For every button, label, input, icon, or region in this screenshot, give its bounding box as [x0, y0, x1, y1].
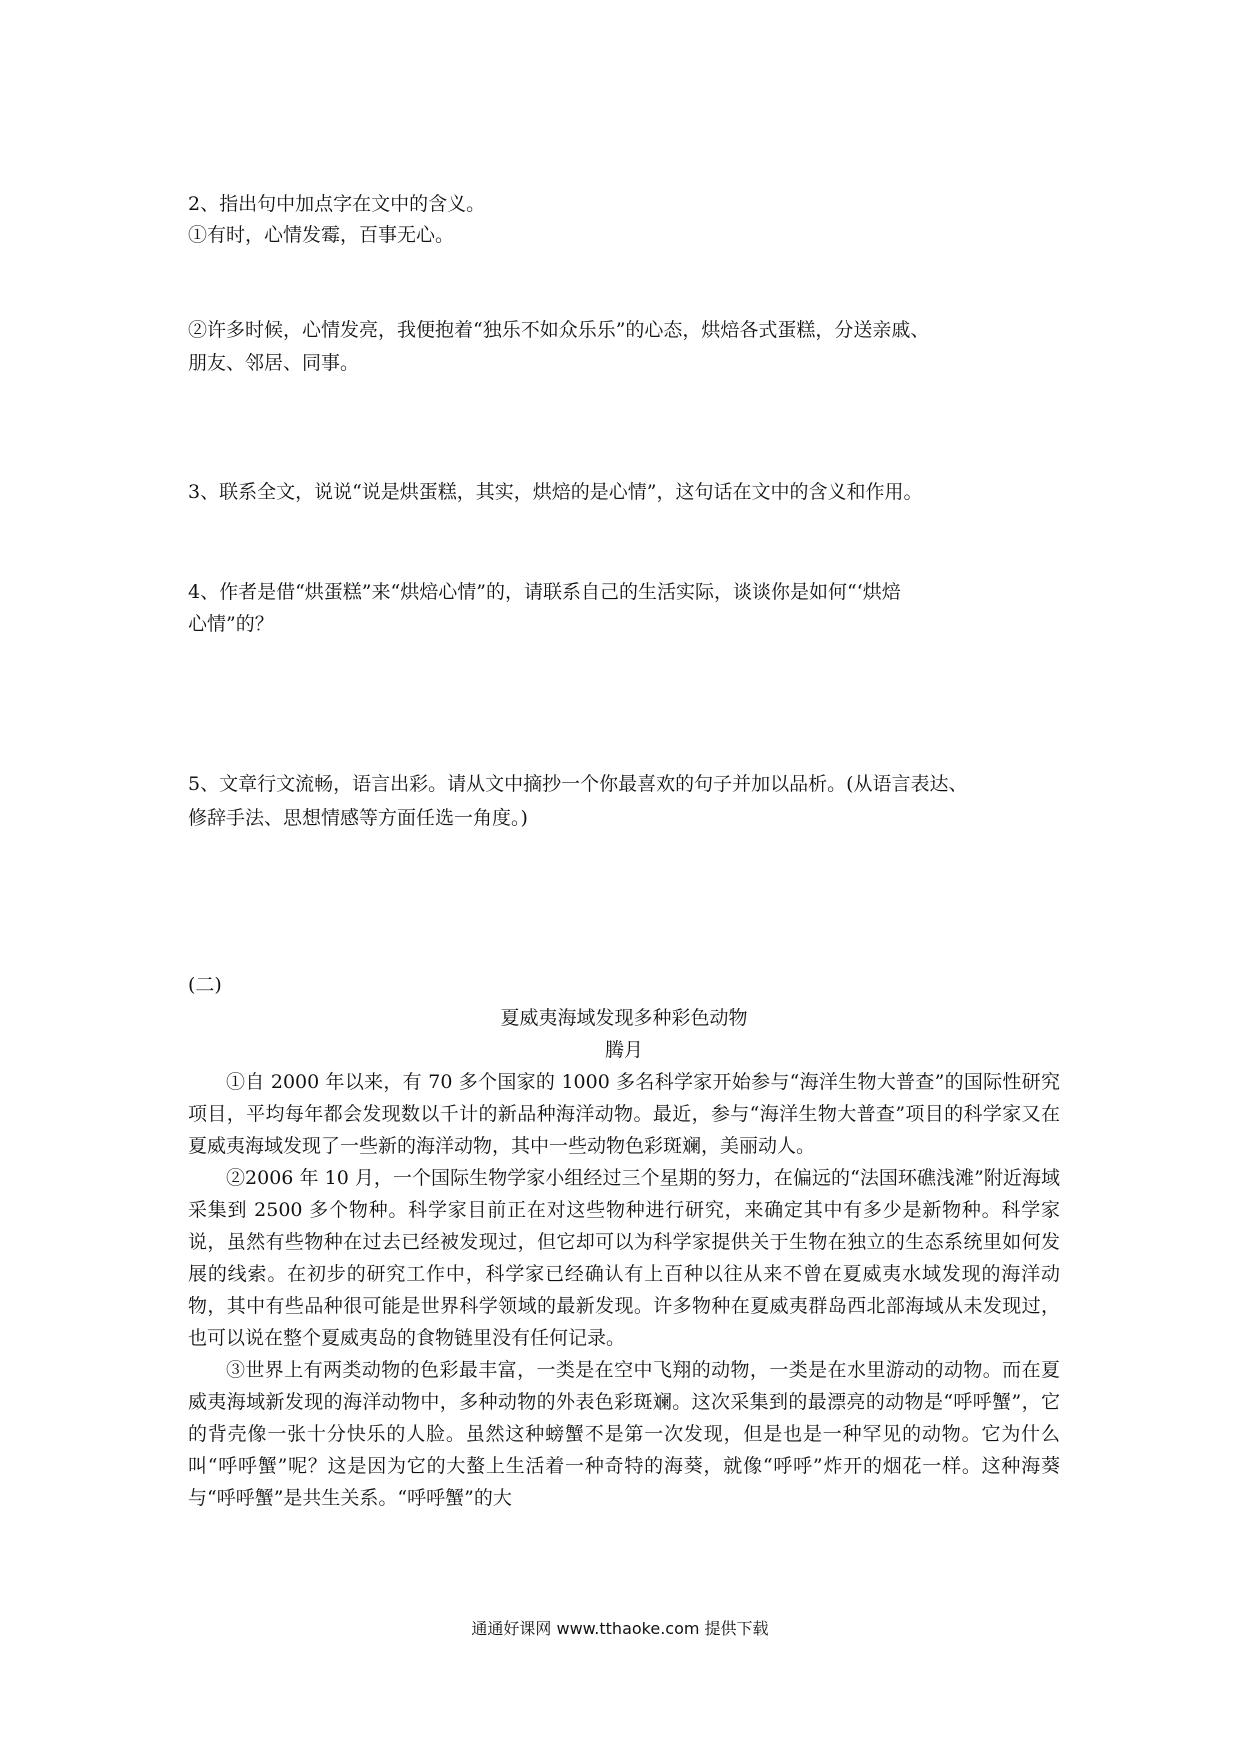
- question-2-item-2-line-2: 朋友、邻居、同事。: [188, 352, 360, 374]
- question-5-line-1: 5、文章行文流畅，语言出彩。请从文中摘抄一个你最喜欢的句子并加以品析。(从语言表达、: [188, 773, 968, 795]
- question-4-line-2: 心情”的？: [188, 613, 274, 635]
- question-2-item-1: ①有时，心情发霉，百事无心。: [188, 224, 455, 246]
- page-footer: 通通好课网 www.tthaoke.com 提供下载: [471, 1619, 769, 1638]
- section-label: (二): [188, 974, 222, 996]
- question-2-item-2-line-1: ②许多时候，心情发亮，我便抱着“独乐不如众乐乐”的心态，烘焙各式蛋糕，分送亲戚、: [188, 319, 930, 341]
- article-body: [188, 1066, 1060, 1514]
- question-4-line-1: 4、作者是借“烘蛋糕”来“烘焙心情”的，请联系自己的生活实际，谈谈你是如何“‘烘焙: [188, 581, 901, 603]
- article-paragraph-3: ③世界上有两类动物的色彩最丰富，一类是在空中飞翔的动物，一类是在水里游动的动物。而在夏威夷海域新发现的海洋动物中，多种动物的外表色彩斑斓。这次采集到的最漂亮的动物是“呼呼蟹”，它的背壳像一张十分快乐的人脸。虽然这种螃蟹不是第一次发现，但是也是一种罕见的动物。它为什么叫“呼呼蟹”呢？这是因为它的大螯上生活着一种奇特的海葵，就像“呼呼”炸开的烟花一样。这种海葵与“呼呼蟹”是共生关系。“呼呼蟹”的大: [188, 1359, 1060, 1509]
- question-3: 3、联系全文，说说“说是烘蛋糕，其实，烘焙的是心情”，这句话在文中的含义和作用。: [188, 481, 923, 503]
- article-author: 腾月: [604, 1039, 643, 1061]
- question-5-line-2: 修辞手法、思想情感等方面任选一角度。): [188, 807, 528, 829]
- article-paragraph-1: ①自 2000 年以来，有 70 多个国家的 1000 多名科学家开始参与“海洋生物大普查”的国际性研究项目，平均每年都会发现数以千计的新品种海洋动物。最近，参与“海洋生物大普查”项目的科学家又在夏威夷海域发现了一些新的海洋动物，其中一些动物色彩斑斓，美丽动人。: [188, 1071, 1060, 1157]
- article-paragraph-2: ②2006 年 10 月，一个国际生物学家小组经过三个星期的努力，在偏远的“法国环礁浅滩”附近海域采集到 2500 多个物种。科学家目前正在对这些物种进行研究，来确定其中有多少是新物种。科学家说，虽然有些物种在过去已经被发现过，但它却可以为科学家提供关于生物在独立的生态系统里如何发展的线索。在初步的研究工作中，科学家已经确认有上百种以往从来不曾在夏威夷水域发现的海洋动物，其中有些品种很可能是世界科学领域的最新发现。许多物种在夏威夷群岛西北部海域从未发现过，也可以说在整个夏威夷岛的食物链里没有任何记录。: [188, 1167, 1060, 1349]
- article-title: 夏威夷海域发现多种彩色动物: [500, 1007, 748, 1029]
- question-2-title: 2、指出句中加点字在文中的含义。: [188, 193, 486, 215]
